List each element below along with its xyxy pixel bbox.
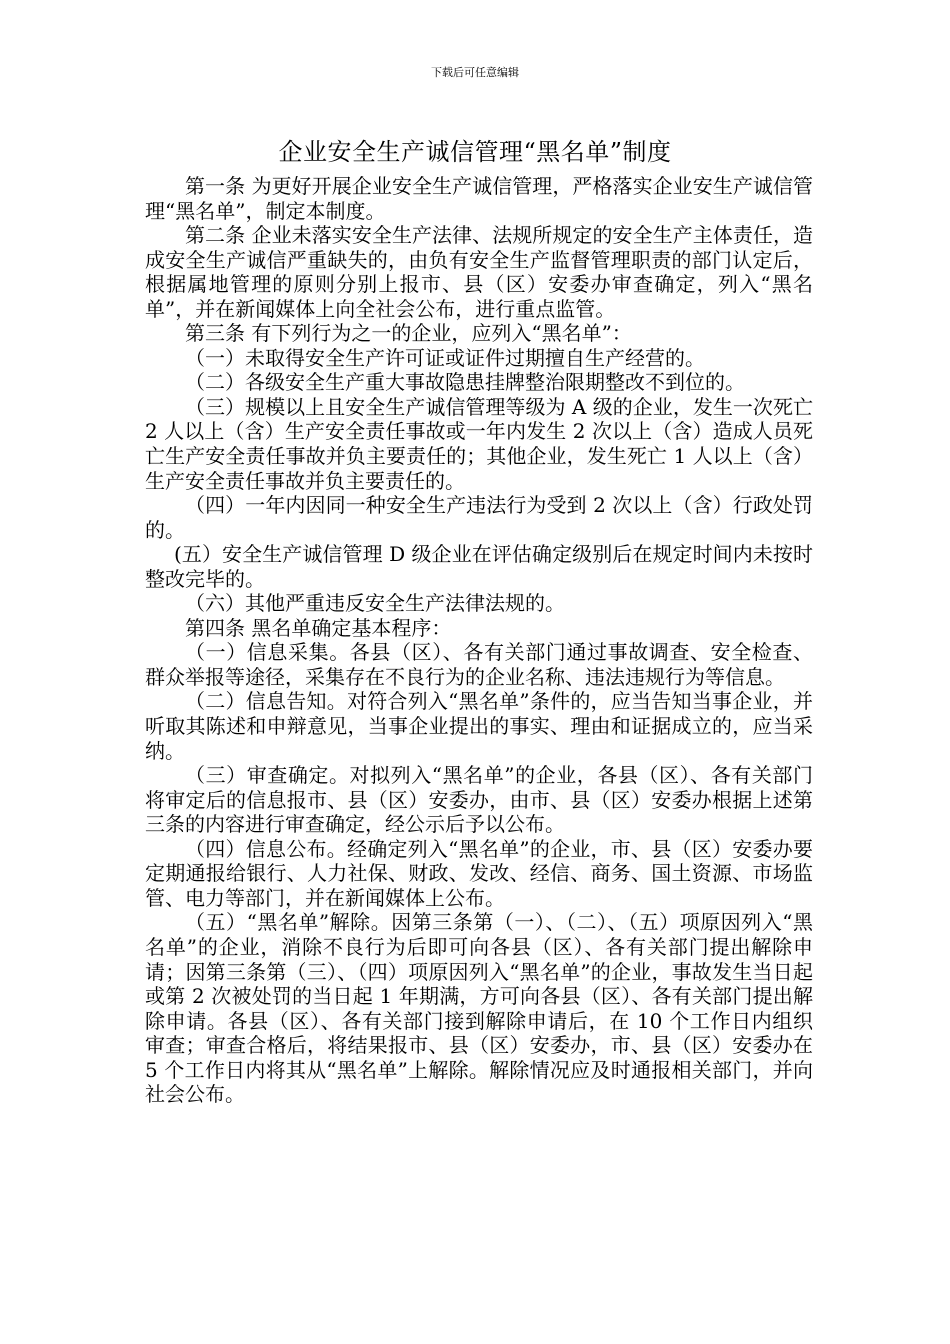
article-1: 第一条 为更好开展企业安全生产诚信管理，严格落实企业安生产诚信管理“黑名单”，制定本制度。 bbox=[145, 174, 813, 223]
article-4-item-4: （四）信息公布。经确定列入“黑名单”的企业，市、县（区）安委办要定期通报给银行、人力社保、财政、发改、经信、商务、国土资源、市场监管、电力等部门，并在新闻媒体上公布。 bbox=[145, 836, 813, 910]
document-title: 企业安全生产诚信管理“黑名单”制度 bbox=[278, 138, 672, 166]
article-4-item-2: （二）信息告知。对符合列入“黑名单”条件的，应当告知当事企业，并听取其陈述和申辩意见，当事企业提出的事实、理由和证据成立的，应当采纳。 bbox=[145, 689, 813, 763]
article-4-item-3: （三）审查确定。对拟列入“黑名单”的企业，各县（区）、各有关部门将审定后的信息报市、县（区）安委办，由市、县（区）安委办根据上述第三条的内容进行审查确定，经公示后予以公布。 bbox=[145, 763, 813, 837]
article-3-item-1: （一）未取得安全生产许可证或证件过期擅自生产经营的。 bbox=[185, 345, 705, 370]
article-3-item-4: （四）一年内因同一种安全生产违法行为受到 2 次以上（含）行政处罚的。 bbox=[145, 493, 813, 542]
article-4: 第四条 黑名单确定基本程序： bbox=[185, 615, 452, 640]
article-4-item-5: （五）“黑名单”解除。因第三条第（一）、（二）、（五）项原因列入“黑名单”的企业，消除不良行为后即可向各县（区）、各有关部门提出解除申请；因第三条第（三）、（四）项原因列入“黑名单”的企业，事故发生当日起或第 2 次被处罚的当日起 1 年期满，方可向各县（区）、各有关部门提出解除申请。各县（区）、各有关部门接到解除申请后，在 10 个工作日内组织审查；审查合格后，将结果报市、县（区）安委办，市、县（区）安委办在 5 个工作日内将其从“黑名单”上解除。解除情况应及时通报相关部门，并向社会公布。 bbox=[145, 910, 813, 1107]
article-3-item-6: （六）其他严重违反安全生产法律法规的。 bbox=[185, 591, 565, 616]
article-4-item-1: （一）信息采集。各县（区）、各有关部门通过事故调查、安全检查、群众举报等途径，采集存在不良行为的企业名称、违法违规行为等信息。 bbox=[145, 640, 813, 689]
article-3: 第三条 有下列行为之一的企业，应列入“黑名单”： bbox=[185, 321, 632, 346]
document-body bbox=[145, 174, 813, 1107]
article-3-item-2: （二）各级安全生产重大事故隐患挂牌整治限期整改不到位的。 bbox=[185, 370, 745, 395]
article-2: 第二条 企业未落实安全生产法律、法规所规定的安全生产主体责任，造成安全生产诚信严重缺失的，由负有安全生产监督管理职责的部门认定后，根据属地管理的原则分别上报市、县（区）安委办审查确定，列入“黑名单”，并在新闻媒体上向全社会公布，进行重点监管。 bbox=[145, 223, 813, 321]
article-3-item-5: (五）安全生产诚信管理 D 级企业在评估确定级别后在规定时间内未按时整改完毕的。 bbox=[145, 542, 813, 591]
header-note: 下载后可任意编辑 bbox=[431, 66, 519, 79]
article-3-item-3: （三）规模以上且安全生产诚信管理等级为 A 级的企业，发生一次死亡 2 人以上（含）生产安全责任事故或一年内发生 2 次以上（含）造成人员死亡生产安全责任事故并负主要责任的；其他企业，发生死亡 1 人以上（含）生产安全责任事故并负主要责任的。 bbox=[145, 394, 813, 493]
